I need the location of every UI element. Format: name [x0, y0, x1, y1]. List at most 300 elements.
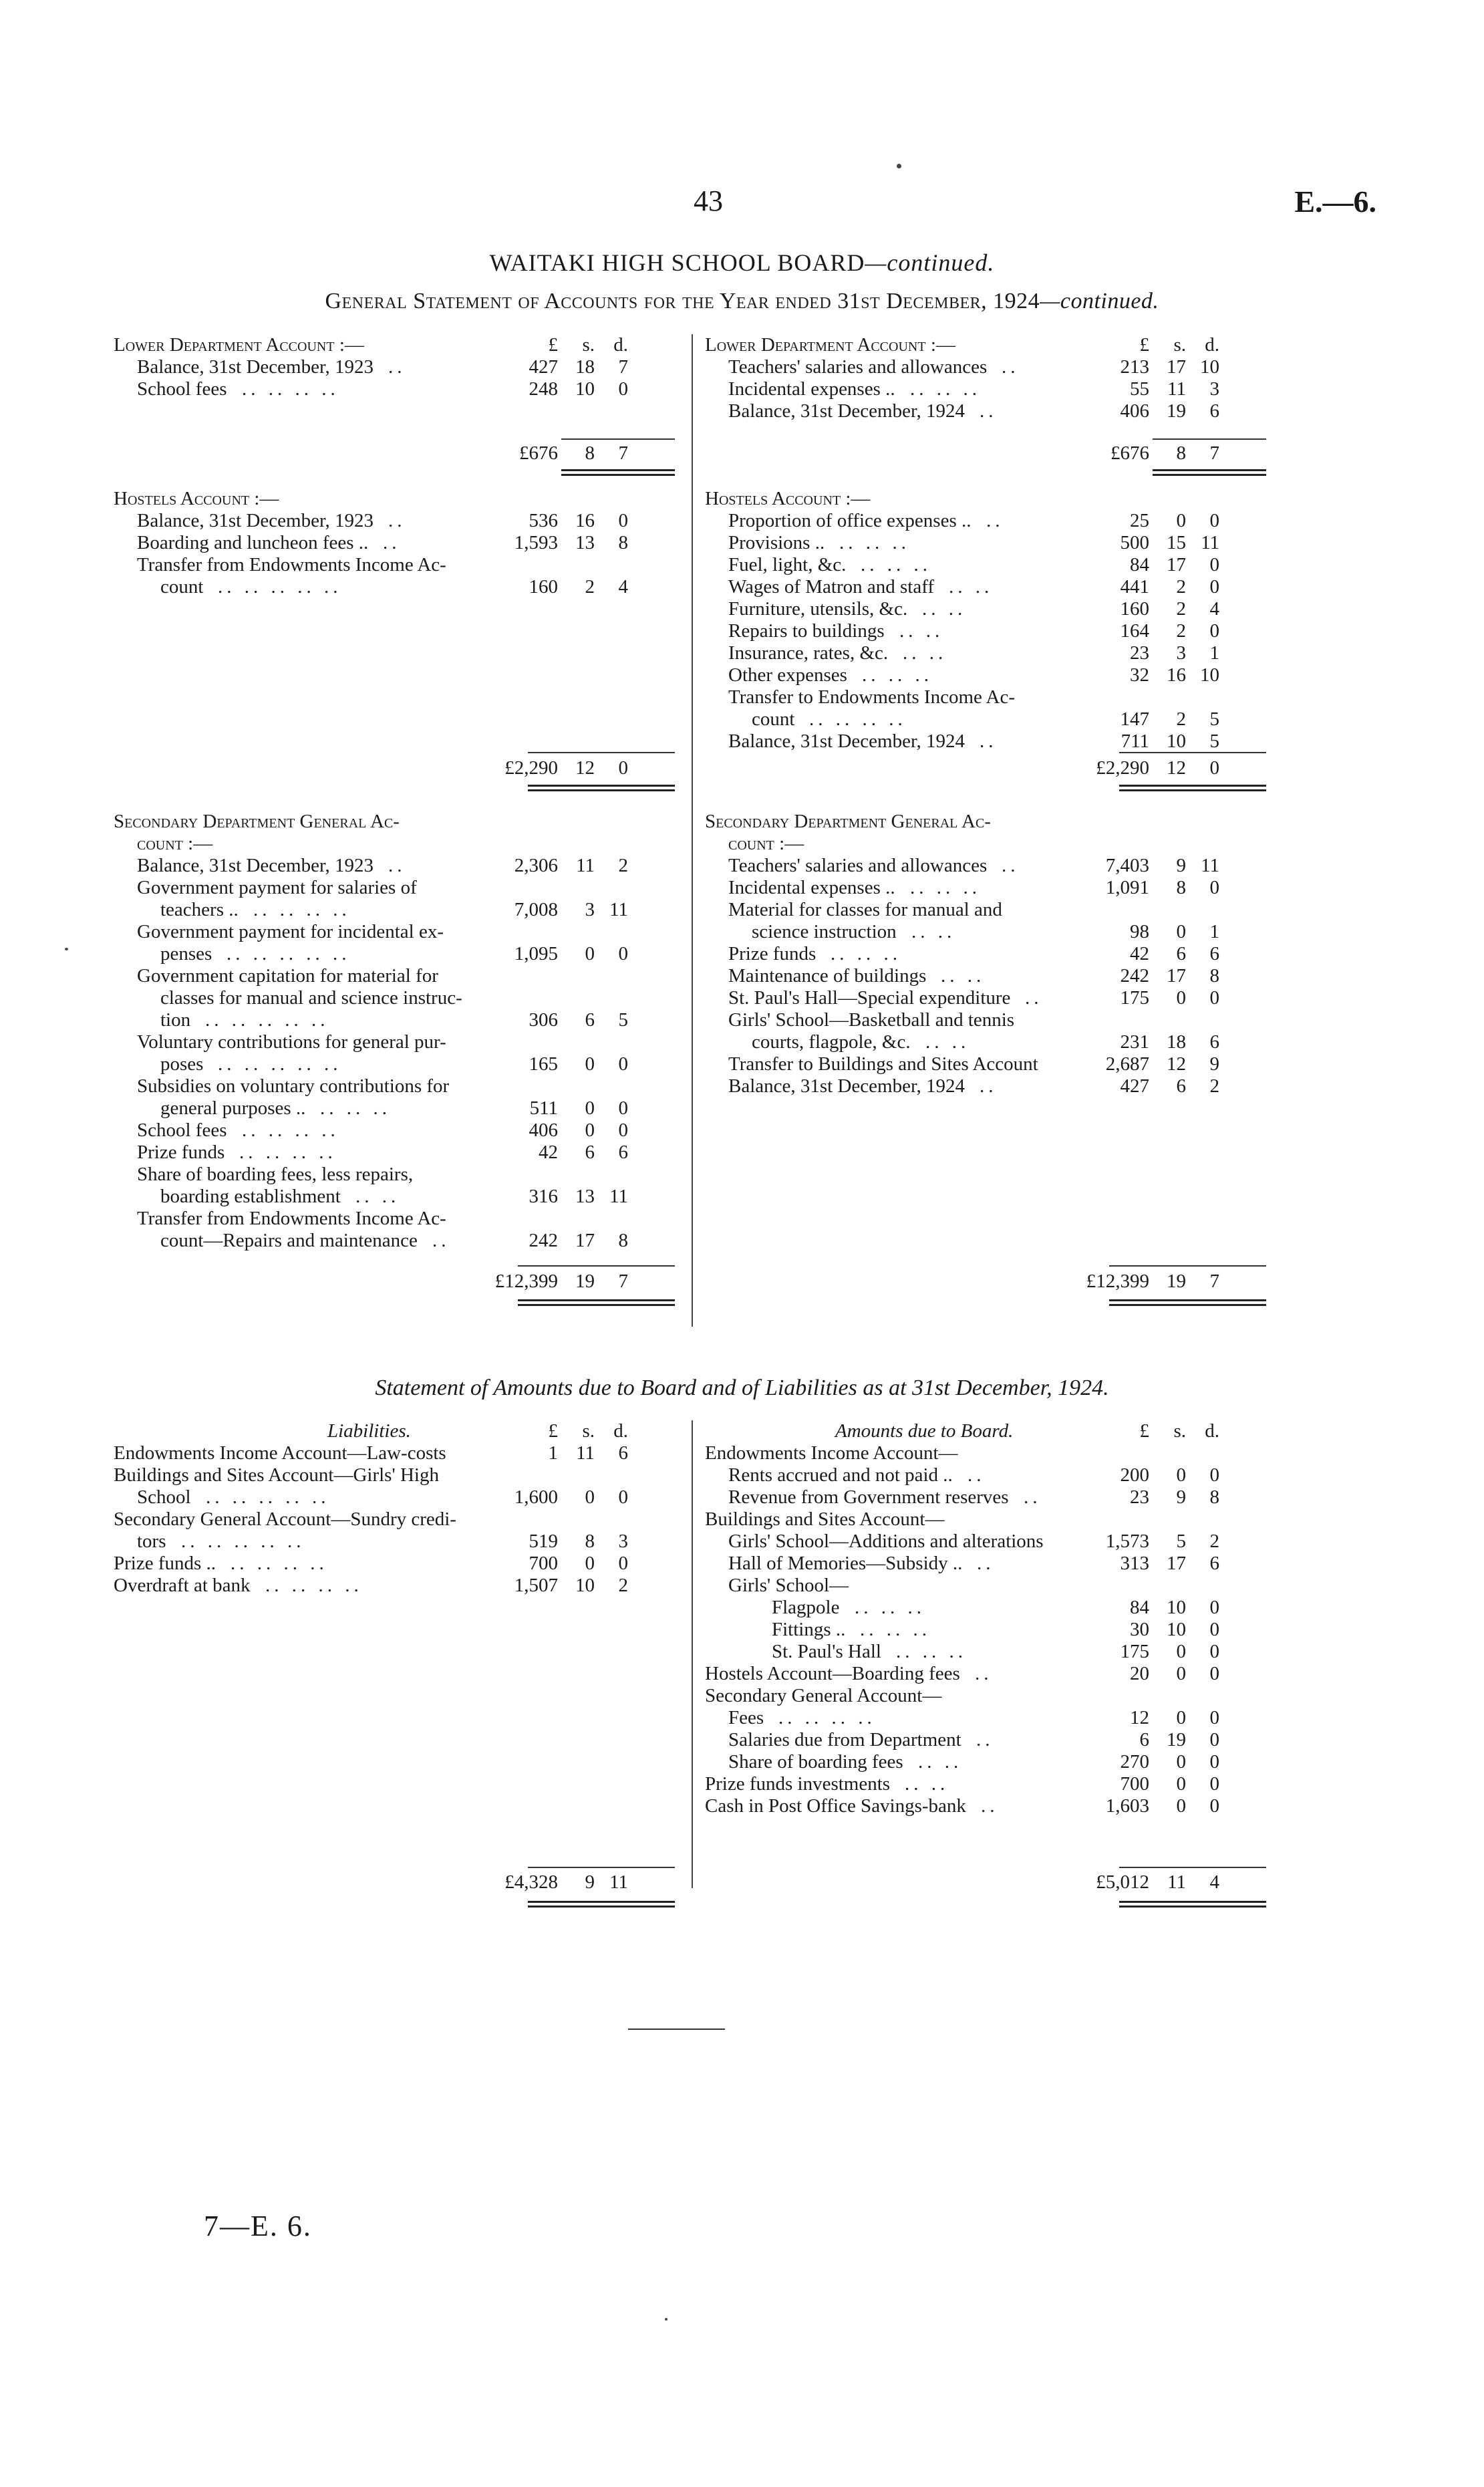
ledger-row	[114, 576, 675, 598]
row-pounds: 1,095	[514, 943, 558, 964]
row-pence: 0	[1209, 576, 1219, 598]
ledger-row	[705, 510, 1266, 532]
lower-receipts-heading: Lower Department Account :—	[114, 334, 364, 356]
row-pounds: 25	[1130, 510, 1149, 531]
row-leader-dots: .. .. ..	[862, 664, 933, 686]
secondary-payments	[705, 811, 1266, 1097]
row-leader-dots: .. ..	[911, 921, 956, 942]
row-pounds: 2,306	[514, 855, 558, 876]
row-pounds: 270	[1120, 1751, 1149, 1773]
row-shillings: 0	[1176, 921, 1186, 942]
row-label: tion	[160, 1009, 191, 1031]
lower-payments-total	[705, 442, 1266, 465]
row-label: Teachers' salaries and allowances	[728, 855, 988, 876]
total-pounds: £4,328	[504, 1871, 558, 1893]
ledger-row	[705, 400, 1266, 422]
ledger-row	[705, 1685, 1266, 1707]
row-label: Salaries due from Department	[728, 1729, 961, 1750]
row-pence: 10	[1200, 664, 1219, 686]
total-rule	[1119, 1867, 1266, 1868]
row-label: Girls' School—	[728, 1575, 849, 1596]
ledger-row	[705, 1531, 1266, 1553]
row-label: Prize funds	[728, 943, 817, 964]
ledger-row	[114, 1120, 675, 1142]
row-pounds: 700	[1120, 1773, 1149, 1795]
row-shillings: 0	[585, 1053, 595, 1075]
ledger-row	[705, 1641, 1266, 1663]
row-pounds: 427	[529, 356, 558, 378]
row-label: Repairs to buildings	[728, 620, 885, 642]
ledger-row	[705, 598, 1266, 620]
ledger-row	[705, 620, 1266, 642]
footer-signature: 7—E. 6.	[204, 2210, 312, 2242]
row-shillings: 0	[1176, 1663, 1186, 1684]
ledger-row	[114, 1009, 675, 1031]
row-label: Balance, 31st December, 1924	[728, 731, 965, 752]
row-leader-dots: ..	[388, 510, 406, 531]
ledger-row	[114, 877, 675, 899]
ledger-row	[705, 1442, 1266, 1464]
row-shillings: 10	[1167, 1597, 1186, 1618]
double-rule	[1109, 1299, 1266, 1306]
row-pounds: 20	[1130, 1663, 1149, 1684]
row-label: Transfer to Endowments Income Ac-	[728, 686, 1016, 708]
hostels-receipts-total	[114, 757, 675, 779]
row-pence: 11	[609, 899, 628, 920]
row-pounds: 32	[1130, 664, 1149, 686]
row-shillings: 11	[576, 855, 595, 876]
row-label: School	[137, 1486, 191, 1508]
row-shillings: 0	[1176, 987, 1186, 1009]
row-leader-dots: .. .. ..	[320, 1097, 391, 1119]
row-pounds: 12	[1130, 1707, 1149, 1728]
row-leader-dots: ..	[1024, 1486, 1042, 1508]
row-pence: 0	[618, 943, 628, 964]
hostels-receipts-rows	[114, 510, 675, 598]
shillings-header: s.	[1173, 1420, 1186, 1442]
row-pounds: 231	[1120, 1031, 1149, 1053]
pence-header: d.	[613, 334, 628, 356]
ledger-row	[114, 510, 675, 532]
row-label: Fees	[728, 1707, 764, 1728]
row-leader-dots: .. ..	[903, 642, 947, 664]
row-label: Prize funds	[137, 1142, 225, 1163]
row-label: Secondary General Account—	[705, 1685, 942, 1706]
pounds-header: £	[548, 1420, 558, 1442]
ledger-row	[705, 642, 1266, 664]
row-leader-dots: ..	[968, 1464, 986, 1486]
total-pounds: £2,290	[504, 757, 558, 779]
print-speck	[665, 2318, 667, 2321]
row-pence: 8	[618, 1230, 628, 1251]
ledger-row	[114, 855, 675, 877]
row-pounds: 441	[1120, 576, 1149, 598]
row-label: Share of boarding fees	[728, 1751, 903, 1773]
row-shillings: 19	[1167, 1729, 1186, 1750]
row-leader-dots: .. .. .. .. ..	[227, 943, 351, 964]
row-pounds: 160	[1120, 598, 1149, 620]
row-shillings: 2	[1176, 576, 1186, 598]
row-pounds: 147	[1120, 708, 1149, 730]
total-rule	[1119, 752, 1266, 753]
secondary-receipts-total	[114, 1271, 675, 1293]
row-pence: 3	[1209, 378, 1219, 400]
statement-title-suffix: —continued.	[1040, 289, 1159, 313]
ledger-row	[114, 965, 675, 987]
row-shillings: 19	[1167, 400, 1186, 422]
ledger-row	[114, 1531, 675, 1553]
liabilities-statement-title: Statement of Amounts due to Board and of Liabilities as at 31st December, 1924.	[375, 1376, 1109, 1400]
ledger-row	[114, 356, 675, 378]
total-pence: 7	[618, 1271, 628, 1292]
row-shillings: 9	[1176, 855, 1186, 876]
row-shillings: 17	[1167, 356, 1186, 378]
row-leader-dots: .. .. ..	[896, 1641, 967, 1662]
double-rule	[528, 785, 675, 791]
liabilities-heading: Liabilities.	[327, 1420, 411, 1442]
row-pounds: 42	[1130, 943, 1149, 964]
row-pence: 7	[618, 356, 628, 378]
ledger-row	[114, 1142, 675, 1164]
total-pence: 0	[1209, 757, 1219, 779]
row-label: Cash in Post Office Savings-bank	[705, 1795, 966, 1817]
total-rule	[528, 752, 675, 753]
row-label: School fees	[137, 1120, 227, 1141]
row-label: classes for manual and science instruc-	[160, 987, 462, 1009]
row-pence: 6	[1209, 1553, 1219, 1574]
row-shillings: 0	[1176, 510, 1186, 531]
row-leader-dots: .. .. ..	[860, 1619, 931, 1640]
row-pence: 6	[618, 1442, 628, 1464]
row-leader-dots: .. .. .. .. ..	[181, 1531, 305, 1552]
row-shillings: 6	[1176, 943, 1186, 964]
total-pounds: £2,290	[1096, 757, 1149, 779]
row-label: St. Paul's Hall—Special expenditure	[728, 987, 1011, 1009]
row-pence: 5	[1209, 731, 1219, 752]
ledger-row	[705, 708, 1266, 731]
row-label: count—Repairs and maintenance	[160, 1230, 418, 1251]
row-shillings: 10	[1167, 1619, 1186, 1640]
secondary-receipts-heading: Secondary Department General Ac-	[114, 811, 400, 832]
ledger-row	[705, 378, 1266, 400]
total-pence: 7	[1209, 442, 1219, 464]
row-shillings: 8	[585, 1531, 595, 1552]
section-heading-row	[114, 334, 675, 356]
row-leader-dots: .. .. ..	[910, 877, 981, 898]
ledger-row	[114, 1053, 675, 1075]
row-leader-dots: ..	[980, 400, 998, 422]
pence-header: d.	[1205, 1420, 1219, 1442]
print-speck	[65, 948, 68, 950]
total-shillings: 8	[1176, 442, 1186, 464]
row-pounds: 306	[529, 1009, 558, 1031]
secondary-receipts-heading-cont: count :—	[137, 833, 213, 854]
row-pounds: 160	[529, 576, 558, 598]
row-pence: 0	[1209, 877, 1219, 898]
row-pounds: 1,600	[514, 1486, 558, 1508]
ledger-row	[705, 921, 1266, 943]
total-rule	[1109, 1265, 1266, 1267]
row-leader-dots: ..	[388, 855, 406, 876]
shillings-header: s.	[1173, 334, 1186, 356]
row-label: Provisions ..	[728, 532, 825, 553]
row-label: Balance, 31st December, 1924	[728, 400, 965, 422]
row-shillings: 0	[585, 943, 595, 964]
row-shillings: 18	[1167, 1031, 1186, 1053]
row-shillings: 0	[1176, 1751, 1186, 1773]
secondary-payments-heading-cont: count :—	[728, 833, 804, 854]
row-label: science instruction	[752, 921, 897, 942]
ledger-row	[705, 855, 1266, 877]
row-shillings: 16	[1167, 664, 1186, 686]
row-label: courts, flagpole, &c.	[752, 1031, 911, 1053]
statement-divider	[692, 334, 693, 1327]
ledger-row	[114, 943, 675, 965]
total-shillings: 12	[1167, 757, 1186, 779]
row-pounds: 427	[1120, 1075, 1149, 1097]
row-pence: 0	[1209, 510, 1219, 531]
ledger-row	[114, 899, 675, 921]
amounts-due-rows	[705, 1442, 1266, 1817]
row-label: Government payment for incidental ex-	[137, 921, 444, 942]
row-label: Prize funds ..	[114, 1553, 216, 1574]
statement-title-text: General Statement of Accounts for the Year ended 31st December, 1924	[325, 289, 1040, 313]
row-pounds: 30	[1130, 1619, 1149, 1640]
hostels-payments-rows	[705, 510, 1266, 753]
total-pence: 7	[1209, 1271, 1219, 1292]
row-leader-dots: .. .. ..	[861, 554, 931, 575]
row-label: Incidental expenses ..	[728, 378, 895, 400]
row-leader-dots: ..	[388, 356, 406, 378]
row-shillings: 10	[575, 1575, 595, 1596]
ledger-row	[114, 1442, 675, 1464]
row-pence: 8	[618, 532, 628, 553]
shillings-header: s.	[582, 1420, 595, 1442]
hostels-payments	[705, 488, 1266, 753]
row-leader-dots: .. .. .. ..	[253, 899, 351, 920]
ledger-row	[114, 1230, 675, 1252]
row-label: Balance, 31st December, 1924	[728, 1075, 965, 1097]
lower-payments-rows	[705, 356, 1266, 422]
row-label: count	[752, 708, 795, 730]
row-pence: 0	[1209, 1751, 1219, 1773]
row-pounds: 164	[1120, 620, 1149, 642]
row-leader-dots: .. .. .. .. ..	[218, 1053, 342, 1075]
row-label: Endowments Income Account—	[705, 1442, 958, 1464]
total-pence: 4	[1209, 1871, 1219, 1893]
ledger-row	[705, 1509, 1266, 1531]
row-pence: 0	[1209, 554, 1219, 575]
row-shillings: 2	[1176, 708, 1186, 730]
row-label: Secondary General Account—Sundry credi-	[114, 1509, 456, 1530]
row-shillings: 16	[575, 510, 595, 531]
row-leader-dots: .. .. ..	[855, 1597, 925, 1618]
secondary-payments-rows	[705, 855, 1266, 1097]
row-label: penses	[160, 943, 212, 964]
ledger-row	[114, 554, 675, 576]
row-leader-dots: ..	[975, 1663, 993, 1684]
row-pounds: 175	[1120, 987, 1149, 1009]
ledger-row	[705, 877, 1266, 899]
ledger-row	[114, 1509, 675, 1531]
row-pounds: 98	[1130, 921, 1149, 942]
row-label: Balance, 31st December, 1923	[137, 356, 374, 378]
total-rule	[528, 1867, 675, 1868]
row-pence: 0	[618, 1120, 628, 1141]
ledger-row	[705, 1031, 1266, 1053]
row-leader-dots: ..	[980, 1075, 998, 1097]
row-pounds: 23	[1130, 1486, 1149, 1508]
hostels-payments-total	[705, 757, 1266, 779]
row-leader-dots: ..	[1002, 855, 1020, 876]
total-shillings: 12	[575, 757, 595, 779]
ledger-row	[114, 1575, 675, 1597]
row-leader-dots: ..	[986, 510, 1004, 531]
row-label: teachers ..	[160, 899, 239, 920]
row-label: St. Paul's Hall	[772, 1641, 881, 1662]
row-label: Fuel, light, &c.	[728, 554, 847, 575]
row-label: School fees	[137, 378, 227, 400]
row-label: Insurance, rates, &c.	[728, 642, 889, 664]
row-pounds: 242	[1120, 965, 1149, 987]
row-pounds: 7,403	[1105, 855, 1149, 876]
total-shillings: 8	[585, 442, 595, 464]
row-leader-dots: ..	[977, 1553, 995, 1574]
row-pence: 3	[618, 1531, 628, 1552]
row-pence: 0	[1209, 1464, 1219, 1486]
row-label: Transfer from Endowments Income Ac-	[137, 1208, 446, 1229]
pounds-header: £	[1139, 334, 1149, 356]
row-label: Hall of Memories—Subsidy ..	[728, 1553, 963, 1574]
row-pence: 0	[1209, 1795, 1219, 1817]
row-shillings: 5	[1176, 1531, 1186, 1552]
ledger-row	[705, 576, 1266, 598]
row-label: Buildings and Sites Account—	[705, 1509, 945, 1530]
row-pence: 0	[618, 1553, 628, 1574]
row-label: Other expenses	[728, 664, 847, 686]
row-pence: 0	[1209, 1663, 1219, 1684]
row-pounds: 1	[548, 1442, 558, 1464]
liabilities-heading-row	[114, 1420, 675, 1442]
board-title-suffix: —continued.	[865, 249, 995, 276]
pence-header: d.	[613, 1420, 628, 1442]
ledger-row	[114, 1208, 675, 1230]
row-pounds: 7,008	[514, 899, 558, 920]
row-pence: 11	[1201, 532, 1219, 553]
row-pounds: 213	[1120, 356, 1149, 378]
row-shillings: 10	[1167, 731, 1186, 752]
row-leader-dots: ..	[976, 1729, 994, 1750]
row-pounds: 55	[1130, 378, 1149, 400]
payments-column	[705, 334, 1266, 422]
row-shillings: 0	[1176, 1773, 1186, 1795]
row-pounds: 242	[529, 1230, 558, 1251]
row-shillings: 2	[585, 576, 595, 598]
double-rule	[561, 469, 675, 476]
ledger-row	[705, 1751, 1266, 1773]
row-pounds: 42	[539, 1142, 558, 1163]
row-label: Incidental expenses ..	[728, 877, 895, 898]
receipts-column	[114, 334, 675, 400]
ledger-row	[114, 532, 675, 554]
row-pounds: 165	[529, 1053, 558, 1075]
row-pence: 0	[618, 1486, 628, 1508]
ledger-row	[705, 1464, 1266, 1486]
liabilities-divider	[692, 1420, 693, 1888]
row-shillings: 17	[575, 1230, 595, 1251]
ledger-row	[705, 987, 1266, 1009]
total-shillings: 19	[1167, 1271, 1186, 1292]
row-leader-dots: ..	[432, 1230, 450, 1251]
total-pounds: £676	[519, 442, 558, 464]
row-pounds: 84	[1130, 1597, 1149, 1618]
page-number: 43	[694, 184, 723, 217]
row-label: Hostels Account—Boarding fees	[705, 1663, 960, 1684]
row-pence: 0	[1209, 987, 1219, 1009]
row-pence: 10	[1200, 356, 1219, 378]
double-rule	[1153, 469, 1266, 476]
row-label: Share of boarding fees, less repairs,	[137, 1164, 414, 1185]
hostels-receipts-heading: Hostels Account :—	[114, 488, 279, 509]
row-shillings: 9	[1176, 1486, 1186, 1508]
row-pence: 0	[618, 378, 628, 400]
row-leader-dots: .. ..	[922, 598, 967, 620]
row-pence: 2	[618, 1575, 628, 1596]
row-shillings: 0	[585, 1120, 595, 1141]
row-pence: 8	[1209, 1486, 1219, 1508]
total-pence: 0	[618, 757, 628, 779]
pounds-header: £	[1139, 1420, 1149, 1442]
row-shillings: 8	[1176, 877, 1186, 898]
row-leader-dots: .. .. ..	[831, 943, 901, 964]
amounts-due-column	[705, 1420, 1266, 1817]
row-pounds: 1,091	[1105, 877, 1149, 898]
row-shillings: 6	[1176, 1075, 1186, 1097]
ledger-row	[705, 1575, 1266, 1597]
row-label: Maintenance of buildings	[728, 965, 927, 987]
ledger-row	[705, 1486, 1266, 1509]
row-label: Transfer to Buildings and Sites Account	[728, 1053, 1038, 1075]
ledger-row	[705, 532, 1266, 554]
row-pounds: 406	[529, 1120, 558, 1141]
footer-rule	[628, 2028, 725, 2030]
row-shillings: 0	[1176, 1707, 1186, 1728]
lower-payments-heading: Lower Department Account :—	[705, 334, 955, 356]
row-leader-dots: .. .. .. ..	[778, 1707, 876, 1728]
row-pence: 0	[1209, 1707, 1219, 1728]
row-label: Girls' School—Basketball and tennis	[728, 1009, 1015, 1031]
ledger-row	[705, 1707, 1266, 1729]
row-leader-dots: .. .. .. ..	[231, 1553, 328, 1574]
section-heading-row	[705, 334, 1266, 356]
row-shillings: 13	[575, 1186, 595, 1207]
total-rule	[1153, 438, 1266, 440]
row-pounds: 2,687	[1105, 1053, 1149, 1075]
row-pounds: 711	[1121, 731, 1149, 752]
ledger-row	[114, 1553, 675, 1575]
row-label: Balance, 31st December, 1923	[137, 510, 374, 531]
ledger-row	[705, 1663, 1266, 1685]
hostels-receipts	[114, 488, 675, 598]
row-label: Endowments Income Account—Law-costs	[114, 1442, 446, 1464]
row-pounds: 313	[1120, 1553, 1149, 1574]
row-pounds: 500	[1120, 532, 1149, 553]
row-shillings: 6	[585, 1009, 595, 1031]
row-label: Proportion of office expenses ..	[728, 510, 972, 531]
row-leader-dots: ..	[980, 731, 998, 752]
row-leader-dots: .. ..	[925, 1031, 970, 1053]
total-pounds: £5,012	[1096, 1871, 1149, 1893]
